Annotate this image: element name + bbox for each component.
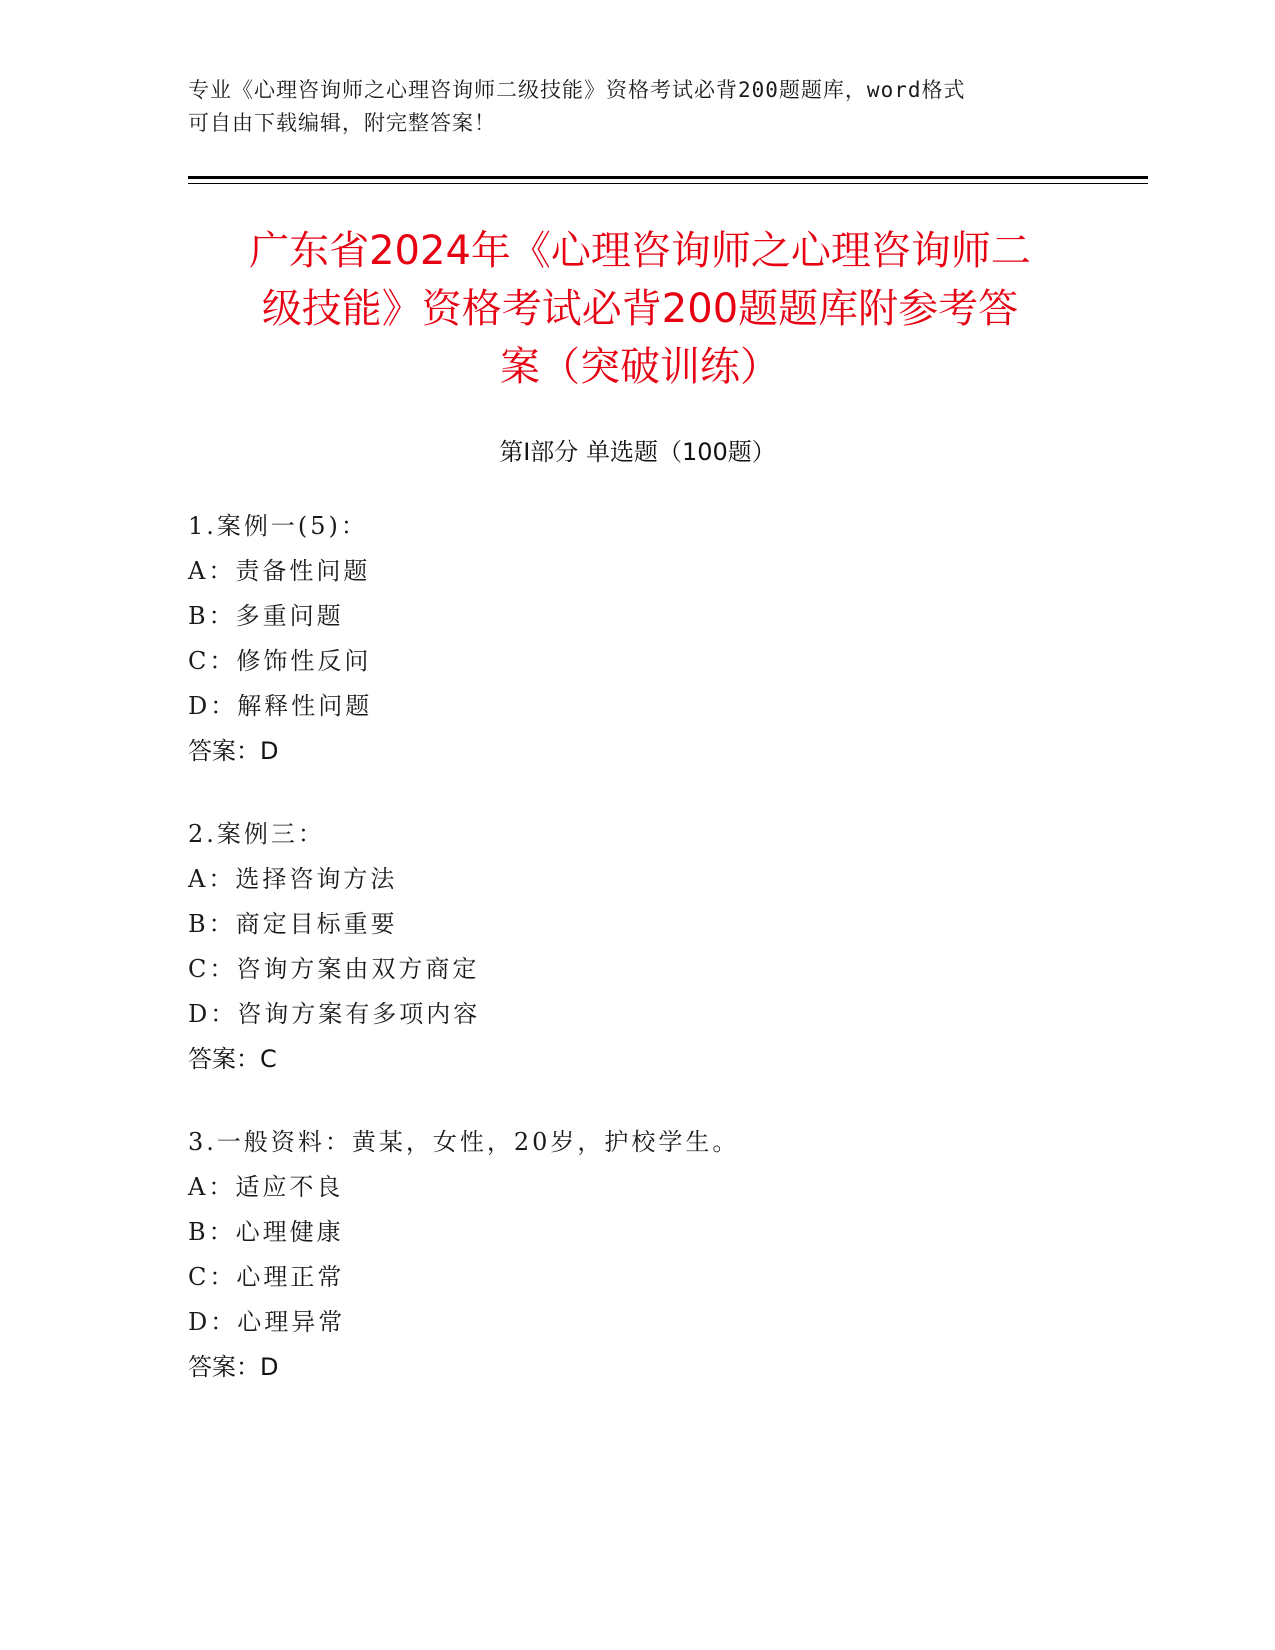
option-b: B：心理健康: [188, 1218, 344, 1246]
section-heading: 第Ⅰ部分 单选题（100题）: [499, 438, 776, 466]
title-line-3: 案（突破训练）: [500, 344, 780, 390]
question-2: [188, 812, 1088, 1082]
option-b: B：多重问题: [188, 602, 344, 630]
option-c: C：咨询方案由双方商定: [188, 955, 480, 983]
header-note-line-1: 专业《心理咨询师之心理咨询师二级技能》资格考试必背200题题库，word格式: [188, 78, 966, 102]
question-1: [188, 504, 1088, 774]
answer-line: 答案：C: [188, 1045, 277, 1073]
option-d: D：心理异常: [188, 1308, 346, 1336]
header-divider-thick: [188, 176, 1148, 179]
title-line-1: 广东省2024年《心理咨询师之心理咨询师二: [249, 228, 1031, 274]
option-a: A：责备性问题: [188, 557, 371, 585]
question-3: [188, 1120, 1088, 1390]
question-stem: 2.案例三：: [188, 820, 325, 848]
title-line-2: 级技能》资格考试必背200题题库附参考答: [261, 286, 1019, 332]
option-c: C：修饰性反问: [188, 647, 372, 675]
option-d: D：咨询方案有多项内容: [188, 1000, 481, 1028]
header-note: [188, 74, 1088, 140]
option-b: B：商定目标重要: [188, 910, 398, 938]
question-stem: 1.案例一(5)：: [188, 512, 368, 540]
answer-line: 答案：D: [188, 737, 279, 765]
question-stem: 3.一般资料：黄某，女性，20岁，护校学生。: [188, 1128, 740, 1156]
header-divider-thin: [188, 183, 1148, 184]
document-title: [160, 222, 1120, 396]
header-note-line-2: 可自由下载编辑，附完整答案！: [188, 111, 496, 135]
option-c: C：心理正常: [188, 1263, 345, 1291]
answer-line: 答案：D: [188, 1353, 279, 1381]
option-a: A：适应不良: [188, 1173, 344, 1201]
option-d: D：解释性问题: [188, 692, 373, 720]
option-a: A：选择咨询方法: [188, 865, 398, 893]
